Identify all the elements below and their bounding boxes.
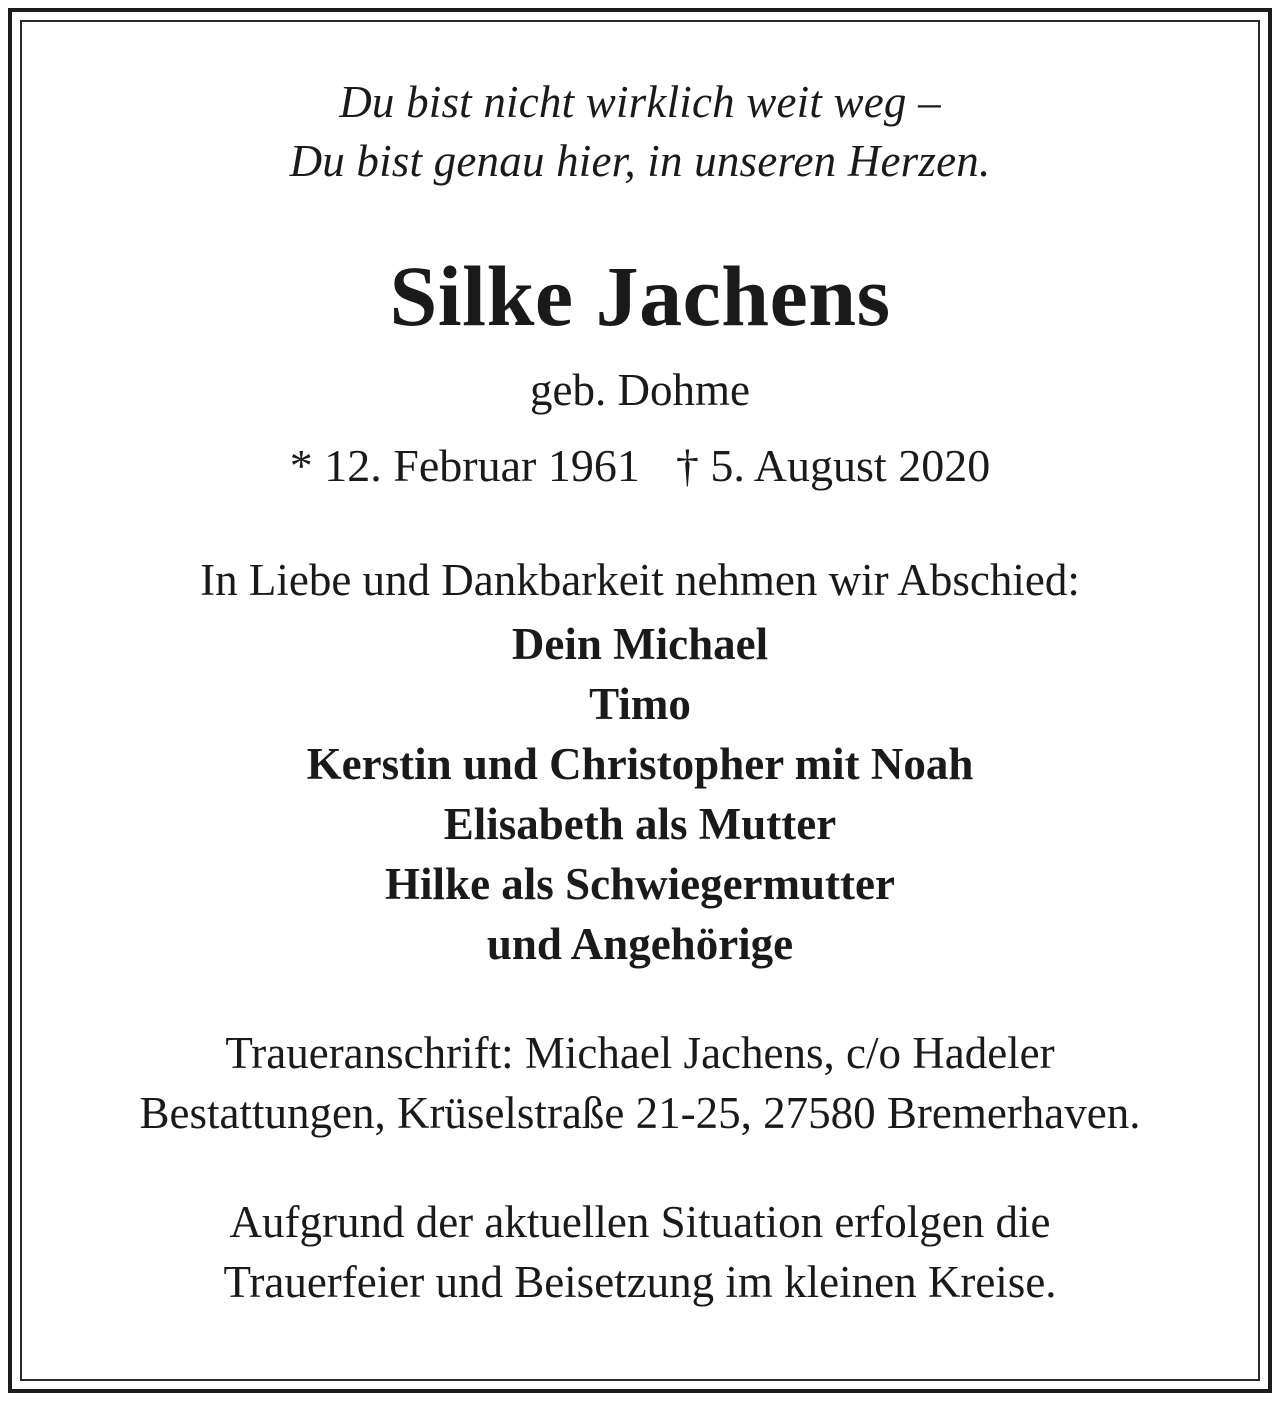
- birth-name: geb. Dohme: [530, 365, 750, 415]
- quote-line-2: Du bist genau hier, in unseren Herzen.: [289, 136, 991, 186]
- mourner-line: und Angehörige: [486, 919, 794, 969]
- death-date: † 5. August 2020: [675, 440, 991, 491]
- mourner-line: Hilke als Schwiegermutter: [385, 859, 895, 909]
- mourner-line: Elisabeth als Mutter: [443, 799, 837, 849]
- mourner-line: Timo: [589, 679, 691, 729]
- deceased-name: Silke Jachens: [389, 248, 891, 344]
- notice-line-1: Aufgrund der aktuellen Situation erfolgen die: [229, 1197, 1051, 1247]
- farewell-intro: In Liebe und Dankbarkeit nehmen wir Abschied:: [200, 555, 1080, 605]
- notice-line-2: Trauerfeier und Beisetzung im kleinen Kreise.: [223, 1257, 1057, 1307]
- mourner-line: Dein Michael: [511, 619, 769, 669]
- address-line-1: Traueranschrift: Michael Jachens, c/o Hadeler: [225, 1028, 1055, 1078]
- quote-line-1: Du bist nicht wirklich weit weg –: [339, 77, 941, 127]
- address-line-2: Bestattungen, Krüselstraße 21-25, 27580 Bremerhaven.: [139, 1088, 1141, 1138]
- mourner-line: Kerstin und Christopher mit Noah: [306, 739, 974, 789]
- life-dates: [0, 439, 1280, 492]
- birth-date: * 12. Februar 1961: [289, 440, 640, 491]
